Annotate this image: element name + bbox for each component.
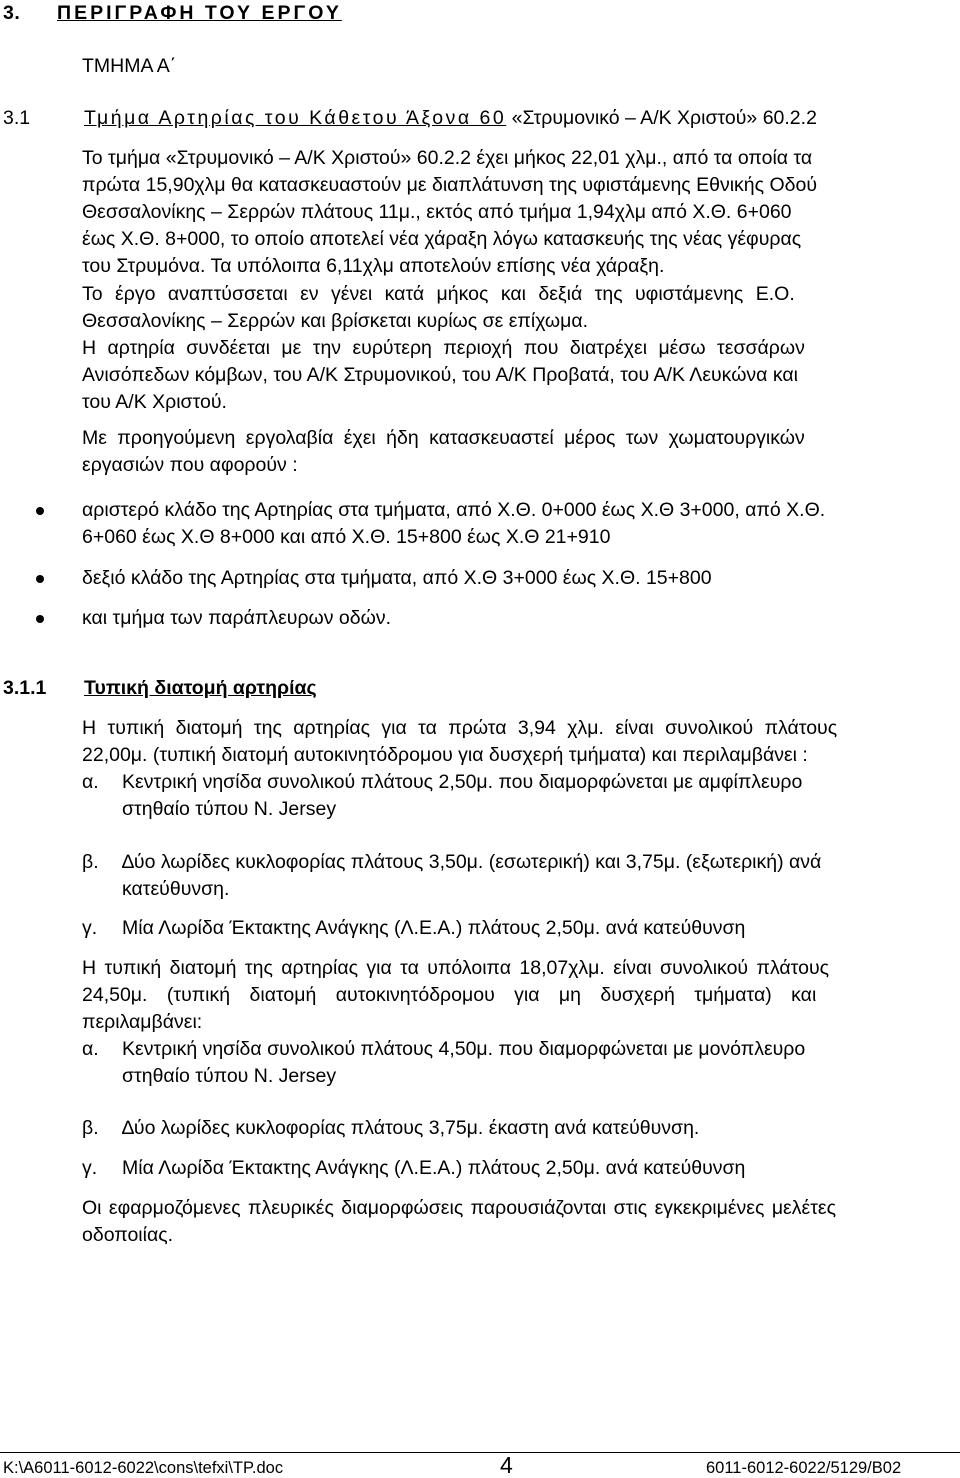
closing-paragraph: [82, 1195, 960, 1249]
part-label: ΤΜΗΜΑ Α΄: [82, 55, 177, 77]
subsubsection-title: Τυπική διατομή αρτηρίας: [84, 677, 317, 699]
footer-path: K:\A6011-6012-6022\cons\tefxi\TP.doc: [3, 1459, 284, 1477]
list-item: [122, 915, 960, 942]
paragraph-line: Το τμήμα «Στρυμονικό – Α/Κ Χριστού» 60.2.2 έχει μήκος 22,01 χλμ., από τα οποία τα: [82, 147, 813, 169]
paragraph-line: Η αρτηρία συνδέεται με την ευρύτερη περιοχή που διατρέχει μέσω τεσσάρων: [82, 337, 805, 359]
paragraph-line: έως Χ.Θ. 8+000, το οποίο αποτελεί νέα χάραξη λόγω κατασκευής της νέας γέφυρας: [82, 228, 802, 250]
bullet-line: αριστερό κλάδο της Αρτηρίας στα τμήματα, από Χ.Θ. 0+000 έως Χ.Θ 3+000, από Χ.Θ.: [82, 499, 826, 521]
bullet-icon: [36, 615, 44, 623]
list-item: [122, 1036, 960, 1090]
list-letter: α.: [82, 771, 99, 793]
list-line: Κεντρική νησίδα συνολικού πλάτους 2,50μ. που διαμορφώνεται με αμφίπλευρο: [122, 771, 803, 793]
paragraph-line: Η τυπική διατομή της αρτηρίας για τα υπόλοιπα 18,07χλμ. είναι συνολικού πλάτους: [82, 957, 830, 979]
paragraph-2: [82, 281, 960, 335]
footer-page-number: 4: [500, 1452, 513, 1478]
list-letter: γ.: [82, 917, 98, 939]
list-line: στηθαίο τύπου N. Jersey: [122, 1065, 337, 1087]
paragraph-line: του Στρυμόνα. Τα υπόλοιπα 6,11χλμ αποτελούν επίσης νέα χάραξη.: [82, 255, 665, 277]
bullet-item: [82, 565, 960, 592]
list-letter: α.: [82, 1038, 99, 1060]
paragraph-line: του Α/Κ Χριστού.: [82, 391, 227, 413]
list-item: [122, 769, 960, 823]
paragraph-line: 22,00μ. (τυπική διατομή αυτοκινητόδρομου για δυσχερή τμήματα) και περιλαμβάνει :: [82, 744, 808, 766]
bullet-line: 6+060 έως Χ.Θ 8+000 και από Χ.Θ. 15+800 έως Χ.Θ 21+910: [82, 526, 611, 548]
list-letter: β.: [82, 1117, 99, 1139]
subsection-title: Τμήμα Αρτηρίας του Κάθετου Άξονα 60: [84, 107, 507, 129]
bullet-icon: [36, 507, 44, 515]
paragraph-line: οδοποιίας.: [82, 1224, 174, 1246]
section-b-intro: [82, 955, 960, 1036]
paragraph-line: 24,50μ. (τυπική διατομή αυτοκινητόδρομου για μη δυσχερή τμήματα) και: [82, 984, 817, 1006]
bullet-item: [82, 497, 960, 551]
paragraph-3: [82, 335, 960, 416]
bullet-icon: [36, 575, 44, 583]
paragraph-line: περιλαμβάνει:: [82, 1011, 203, 1033]
footer-divider: [0, 1452, 960, 1453]
paragraph-line: Θεσσαλονίκης – Σερρών και βρίσκεται κυρίως σε επίχωμα.: [82, 310, 589, 332]
paragraph-1: [82, 145, 960, 280]
list-line: Μία Λωρίδα Έκτακτης Ανάγκης (Λ.Ε.Α.) πλάτους 2,50μ. ανά κατεύθυνση: [122, 1157, 746, 1179]
paragraph-line: Οι εφαρμοζόμενες πλευρικές διαμορφώσεις παρουσιάζονται στις εγκεκριμένες μελέτες: [82, 1197, 836, 1219]
subsection-number: 3.1: [3, 107, 31, 129]
section-title: ΠΕΡΙΓΡΑΦΗ ΤΟΥ ΕΡΓΟΥ: [57, 2, 342, 24]
list-letter: γ.: [82, 1157, 98, 1179]
paragraph-line: Με προηγούμενη εργολαβία έχει ήδη κατασκευαστεί μέρος των χωματουργικών: [82, 427, 805, 449]
paragraph-line: εργασιών που αφορούν :: [82, 454, 298, 476]
bullet-line: δεξιό κλάδο της Αρτηρίας στα τμήματα, από Χ.Θ 3+000 έως Χ.Θ. 15+800: [82, 567, 712, 589]
paragraph-line: Το έργο αναπτύσσεται εν γένει κατά μήκος και δεξιά της υφιστάμενης Ε.Ο.: [82, 283, 795, 305]
list-line: ∆ύο λωρίδες κυκλοφορίας πλάτους 3,50μ. (εσωτερική) και 3,75μ. (εξωτερική) ανά: [122, 851, 822, 873]
section-number: 3.: [3, 2, 21, 24]
list-line: Κεντρική νησίδα συνολικού πλάτους 4,50μ. που διαμορφώνεται με μονόπλευρο: [122, 1038, 806, 1060]
paragraph-4: [82, 425, 960, 479]
paragraph-line: Η τυπική διατομή της αρτηρίας για τα πρώτα 3,94 χλμ. είναι συνολικού πλάτους: [82, 717, 838, 739]
list-item: [122, 1115, 960, 1142]
list-line: κατεύθυνση.: [122, 878, 230, 900]
bullet-line: και τμήμα των παράπλευρων οδών.: [82, 607, 392, 629]
footer-doc-code: 6011-6012-6022/5129/B02: [706, 1459, 902, 1477]
list-item: [122, 1155, 960, 1182]
section-a-intro: [82, 715, 960, 769]
subsection-heading: [84, 105, 817, 132]
list-item: [122, 849, 960, 903]
list-line: Μία Λωρίδα Έκτακτης Ανάγκης (Λ.Ε.Α.) πλάτους 2,50μ. ανά κατεύθυνση: [122, 917, 746, 939]
subsection-title-suffix: «Στρυμονικό – Α/Κ Χριστού» 60.2.2: [506, 107, 817, 129]
paragraph-line: Ανισόπεδων κόμβων, του Α/Κ Στρυμονικού, του Α/Κ Προβατά, του Α/Κ Λευκώνα και: [82, 364, 798, 386]
subsubsection-number: 3.1.1: [3, 677, 47, 699]
paragraph-line: πρώτα 15,90χλμ θα κατασκευαστούν με διαπλάτυνση της υφιστάμενης Εθνικής Οδού: [82, 174, 817, 196]
list-line: στηθαίο τύπου N. Jersey: [122, 798, 337, 820]
paragraph-line: Θεσσαλονίκης – Σερρών πλάτους 11μ., εκτός από τμήμα 1,94χλμ από Χ.Θ. 6+060: [82, 201, 792, 223]
list-line: ∆ύο λωρίδες κυκλοφορίας πλάτους 3,75μ. έκαστη ανά κατεύθυνση.: [122, 1117, 700, 1139]
bullet-item: [82, 605, 960, 632]
list-letter: β.: [82, 851, 99, 873]
